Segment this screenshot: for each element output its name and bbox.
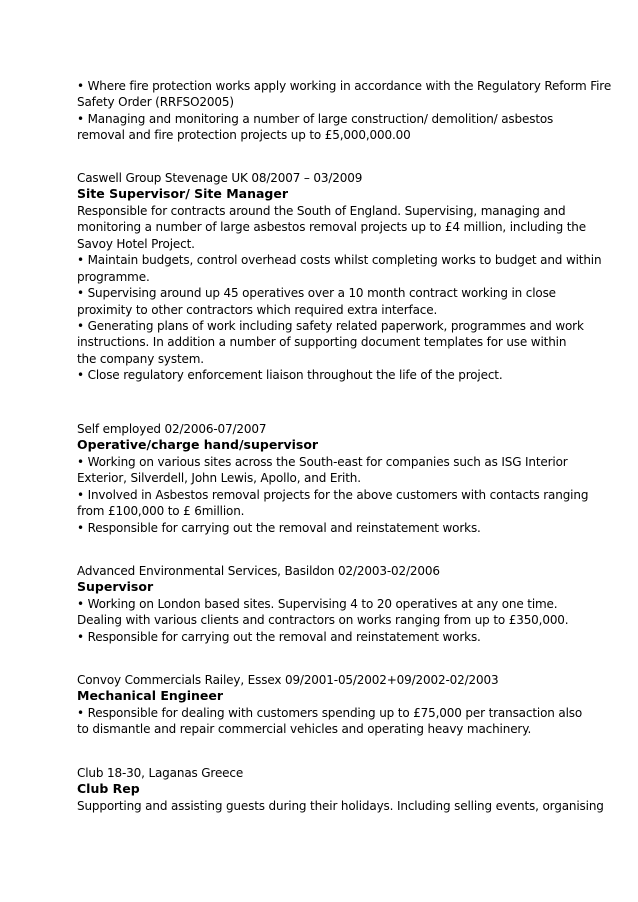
text-line: programme. [77, 270, 150, 284]
job-title-operative: Operative/charge hand/supervisor [77, 437, 319, 452]
text-line: to dismantle and repair commercial vehicles and operating heavy machinery. [77, 722, 532, 736]
bullet-generating-plans: • Generating plans of work including safety related paperwork, programmes and work [77, 319, 584, 333]
employer-self-employed: Self employed 02/2006-07/2007 [77, 422, 267, 436]
job-title-supervisor: Supervisor [77, 579, 154, 594]
employer-advanced-environmental: Advanced Environmental Services, Basildon 02/2003-02/2006 [77, 564, 440, 578]
text-line: Supporting and assisting guests during their holidays. Including selling events, organising [77, 799, 604, 813]
text-line: the company system. [77, 352, 204, 366]
bullet-fire-protection: • Where fire protection works apply working in accordance with the Regulatory Reform Fire [77, 79, 612, 93]
bullet-various-sites: • Working on various sites across the South-east for companies such as ISG Interior [77, 455, 568, 469]
bullet-customers: • Responsible for dealing with customers spending up to £75,000 per transaction also [77, 706, 583, 720]
bullet-removal-reinstatement: • Responsible for carrying out the removal and reinstatement works. [77, 630, 481, 644]
bullet-maintain-budgets: • Maintain budgets, control overhead costs whilst completing works to budget and within [77, 253, 602, 267]
employer-club-18-30: Club 18-30, Laganas Greece [77, 766, 244, 780]
employer-caswell: Caswell Group Stevenage UK 08/2007 – 03/2009 [77, 171, 363, 185]
bullet-asbestos-projects: • Involved in Asbestos removal projects for the above customers with contacts ranging [77, 488, 589, 502]
text-line: from £100,000 to £ 6million. [77, 504, 245, 518]
bullet-supervising-operatives: • Supervising around up 45 operatives over a 10 month contract working in close [77, 286, 556, 300]
bullet-regulatory-liaison: • Close regulatory enforcement liaison throughout the life of the project. [77, 368, 503, 382]
text-line: Savoy Hotel Project. [77, 237, 195, 251]
employer-convoy-commercials: Convoy Commercials Railey, Essex 09/2001-05/2002+09/2002-02/2003 [77, 673, 499, 687]
bullet-removal-reinstatement: • Responsible for carrying out the removal and reinstatement works. [77, 521, 481, 535]
text-line: removal and fire protection projects up to £5,000,000.00 [77, 128, 411, 142]
text-line: instructions. In addition a number of supporting document templates for use within [77, 335, 567, 349]
text-line: proximity to other contractors which required extra interface. [77, 303, 438, 317]
text-line: Responsible for contracts around the South of England. Supervising, managing and [77, 204, 566, 218]
job-title-site-supervisor: Site Supervisor/ Site Manager [77, 186, 289, 201]
job-title-club-rep: Club Rep [77, 781, 140, 796]
text-line: monitoring a number of large asbestos removal projects up to £4 million, including the [77, 220, 586, 234]
bullet-managing-monitoring: • Managing and monitoring a number of large construction/ demolition/ asbestos [77, 112, 554, 126]
bullet-london-sites: • Working on London based sites. Supervising 4 to 20 operatives at any one time. [77, 597, 558, 611]
text-line: Exterior, Silverdell, John Lewis, Apollo, and Erith. [77, 471, 361, 485]
text-line: Dealing with various clients and contractors on works ranging from up to £350,000. [77, 613, 569, 627]
text-line: Safety Order (RRFSO2005) [77, 95, 234, 109]
job-title-mechanical-engineer: Mechanical Engineer [77, 688, 224, 703]
